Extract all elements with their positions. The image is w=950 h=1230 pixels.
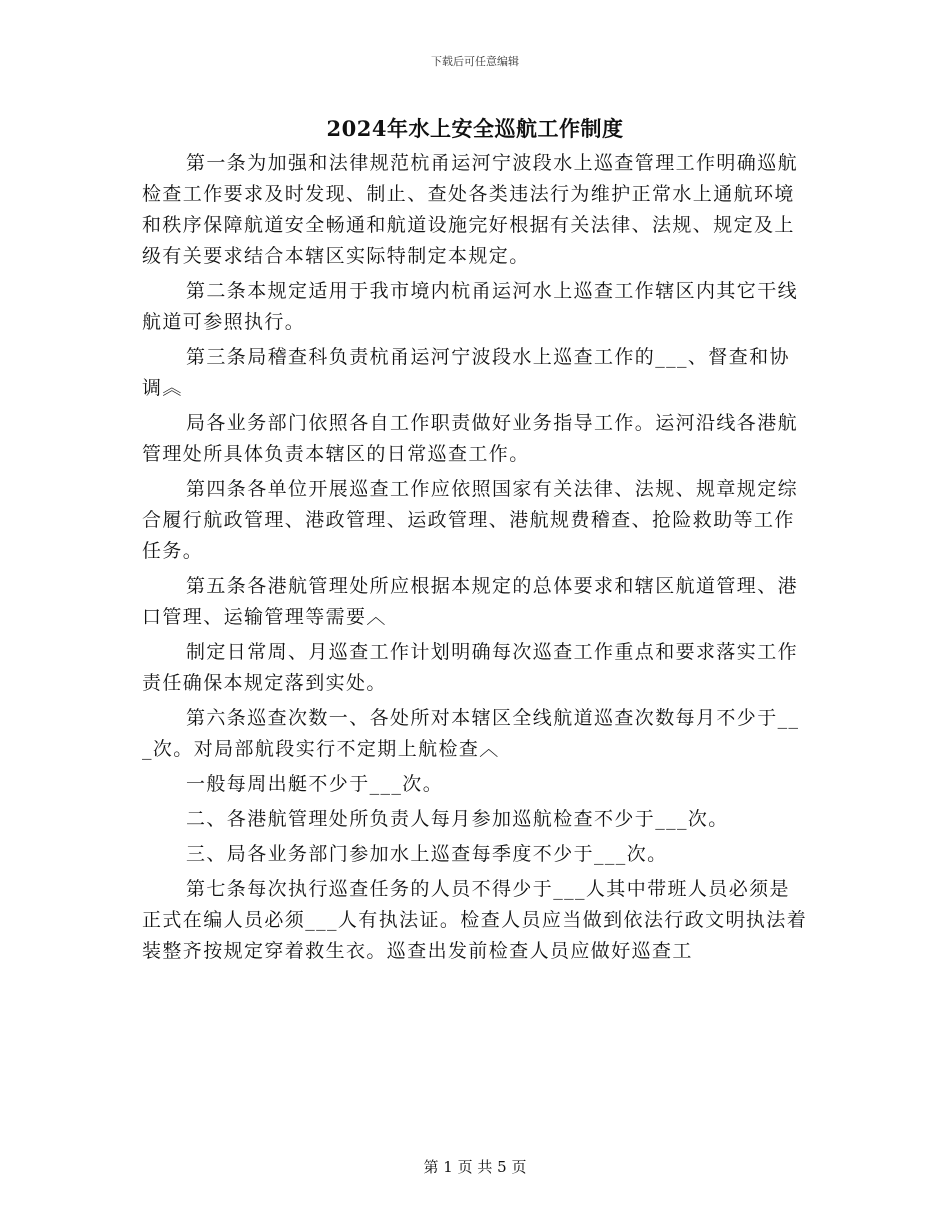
paragraph: 一般每周出艇不少于___次。 [186,773,444,795]
page-number: 第 1 页 共 5 页 [423,1158,527,1176]
paragraph: 制定日常周、月巡查工作计划明确每次巡查工作重点和要求落实工作责任确保本规定落到实处。 [142,641,799,694]
paragraph: 第五条各港航管理处所应根据本规定的总体要求和辖区航道管理、港口管理、运输管理等需要︿ [142,575,799,628]
header-note: 下载后可任意编辑 [431,55,519,68]
paragraph: 第四条各单位开展巡查工作应依照国家有关法律、法规、规章规定综合履行航政管理、港政管理、运政管理、港航规费稽查、抢险救助等工作任务。 [142,478,799,562]
document-body [142,148,810,971]
paragraph: 第六条巡查次数一、各处所对本辖区全线航道巡查次数每月不少于___次。对局部航段实行不定期上航检查︿ [142,707,800,760]
paragraph: 二、各港航管理处所负责人每月参加巡航检查不少于___次。 [186,808,729,830]
paragraph: 第七条每次执行巡查任务的人员不得少于___人其中带班人员必须是正式在编人员必须___人有执法证。检查人员应当做到依法行政文明执法着装整齐按规定穿着救生衣。巡查出发前检查人员应做好巡查工 [142,878,808,962]
document-title: 2024年水上安全巡航工作制度 [326,116,624,141]
paragraph: 局各业务部门依照各自工作职责做好业务指导工作。运河沿线各港航管理处所具体负责本辖区的日常巡查工作。 [142,412,799,465]
paragraph: 第二条本规定适用于我市境内杭甬运河水上巡查工作辖区内其它干线航道可参照执行。 [142,280,799,333]
paragraph: 第三条局稽查科负责杭甬运河宁波段水上巡查工作的___、督查和协调︽ [142,346,790,399]
paragraph: 三、局各业务部门参加水上巡查每季度不少于___次。 [186,843,668,865]
paragraph: 第一条为加强和法律规范杭甬运河宁波段水上巡查管理工作明确巡航检查工作要求及时发现、制止、查处各类违法行为维护正常水上通航环境和秩序保障航道安全畅通和航道设施完好根据有关法律、法规、规定及上级有关要求结合本辖区实际特制定本规定。 [142,152,799,267]
